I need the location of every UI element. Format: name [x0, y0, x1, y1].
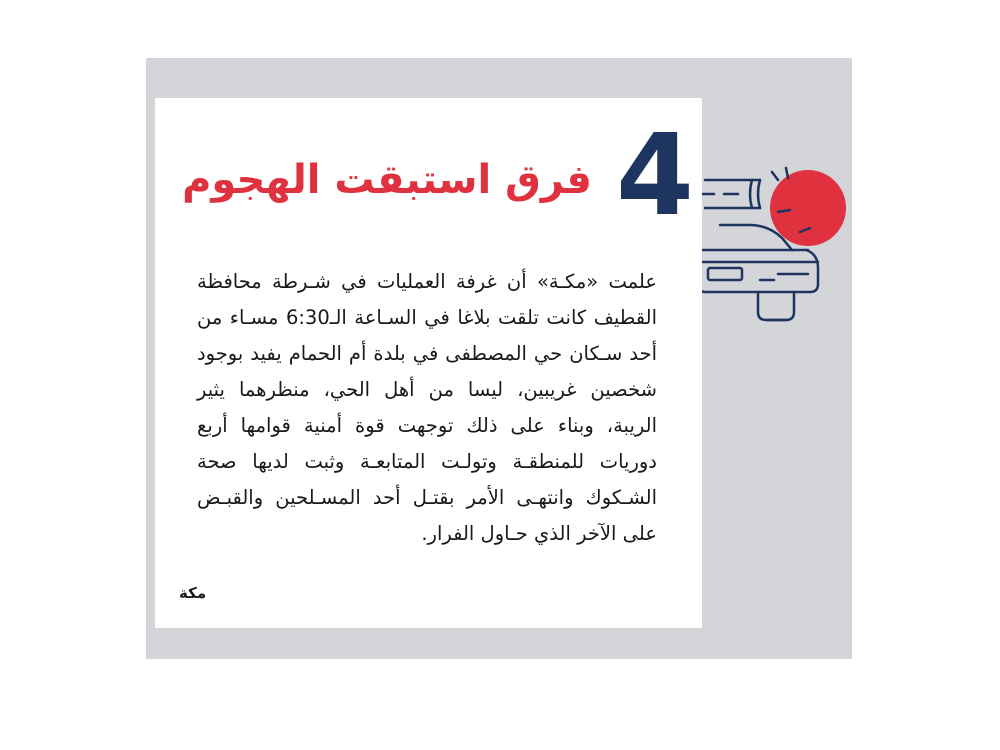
headline: فرق استبقت الهجوم — [182, 157, 592, 203]
publication-logo: مكة — [179, 584, 207, 602]
article-body: علمت «مكـة» أن غرفة العمليات في شـرطة محافظة القطيف كانت تلقت بلاغا في السـاعة الـ6:30 مسـاء من أحد سـكان حي المصطفى في بلدة أم الحمام يفيد بوجود شخصين غريبين، ليسا من أهل الحي، منظرهما يثير الريبة، وبناء على ذلك توجهت قوة أمنية قوامها أربع دوريات للمنطقـة وتولـت المتابعـة وثبت لديها صحة الشـكوك وانتهـى الأمر بقتـل أحد المسـلحين والقبـض على الآخر الذي حـاول الفرار. — [197, 270, 657, 545]
police-car-icon — [690, 150, 855, 335]
item-number: 4 — [616, 111, 694, 241]
article-card — [155, 98, 702, 628]
